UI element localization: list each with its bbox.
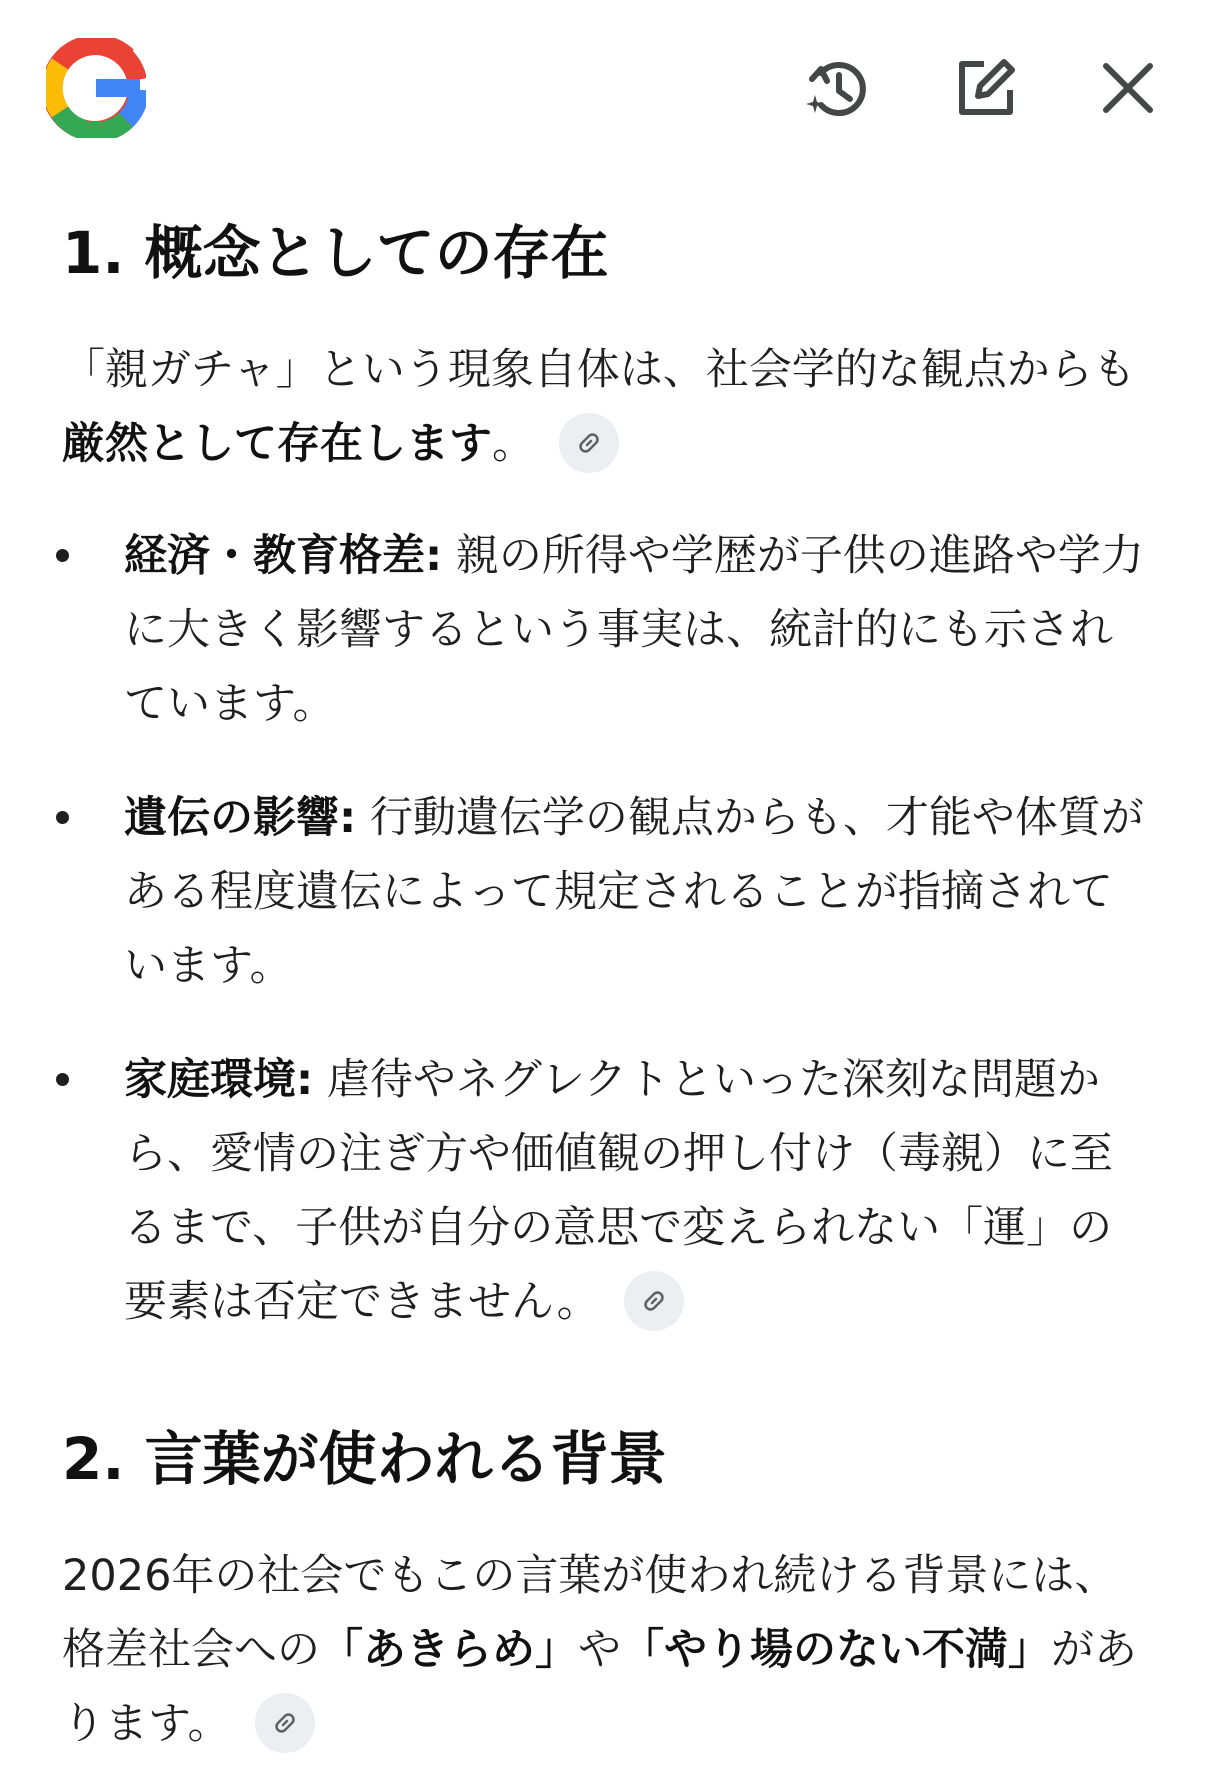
edit-icon <box>954 56 1018 120</box>
paragraph-bold-text: 「やり場のない不満」 <box>621 1625 1051 1675</box>
paragraph-text: があります。 <box>62 1625 1137 1749</box>
source-link-button[interactable] <box>255 1693 315 1753</box>
bullet-dot <box>56 811 69 824</box>
list-item <box>62 519 1152 741</box>
source-link-button[interactable] <box>559 413 619 473</box>
item-label: 家庭環境: <box>124 1055 314 1105</box>
close-icon <box>1100 60 1156 116</box>
bullet-dot <box>56 549 69 562</box>
paragraph-text: 。 <box>492 419 535 469</box>
section-paragraph <box>62 333 1152 481</box>
google-g-logo <box>46 38 146 138</box>
close-button[interactable] <box>1088 48 1168 128</box>
history-icon <box>802 53 872 123</box>
bullet-list <box>62 519 1152 1339</box>
paragraph-bold-text: 「あきらめ」 <box>320 1625 578 1675</box>
history-button[interactable] <box>797 48 877 128</box>
list-item <box>62 1043 1152 1339</box>
paragraph-bold-text: 厳然として存在します <box>62 419 492 469</box>
paragraph-text: 「親ガチャ」という現象自体は、社会学的な観点からも <box>62 345 1136 395</box>
link-icon <box>272 1710 298 1736</box>
paragraph-text: や <box>578 1625 621 1675</box>
section-paragraph <box>62 1539 1152 1761</box>
link-icon <box>576 430 602 456</box>
top-bar <box>0 0 1206 170</box>
paragraph-text: 2026年の社会でもこの言葉が使われ続ける背景には、格差社会への <box>62 1551 1118 1675</box>
bullet-dot <box>56 1073 69 1086</box>
link-icon <box>641 1288 667 1314</box>
item-label: 遺伝の影響: <box>124 793 357 843</box>
answer-content <box>62 215 1152 1761</box>
list-item <box>62 781 1152 1003</box>
source-link-button[interactable] <box>624 1271 684 1331</box>
item-text: 親の所得や学歴が子供の進路や学力に大きく影響するという事実は、統計的にも示されています。 <box>124 531 1144 729</box>
item-text: 行動遺伝学の観点からも、才能や体質がある程度遺伝によって規定されることが指摘されています。 <box>124 793 1144 991</box>
item-text: 虐待やネグレクトといった深刻な問題から、愛情の注ぎ方や価値観の押し付け（毒親）に至るまで、子供が自分の意思で変えられない「運」の要素は否定できません。 <box>124 1055 1113 1327</box>
section-title: 2. 言葉が使われる背景 <box>62 1425 667 1493</box>
section-title: 1. 概念としての存在 <box>62 219 609 287</box>
new-chat-button[interactable] <box>946 48 1026 128</box>
item-label: 経済・教育格差: <box>124 531 443 581</box>
